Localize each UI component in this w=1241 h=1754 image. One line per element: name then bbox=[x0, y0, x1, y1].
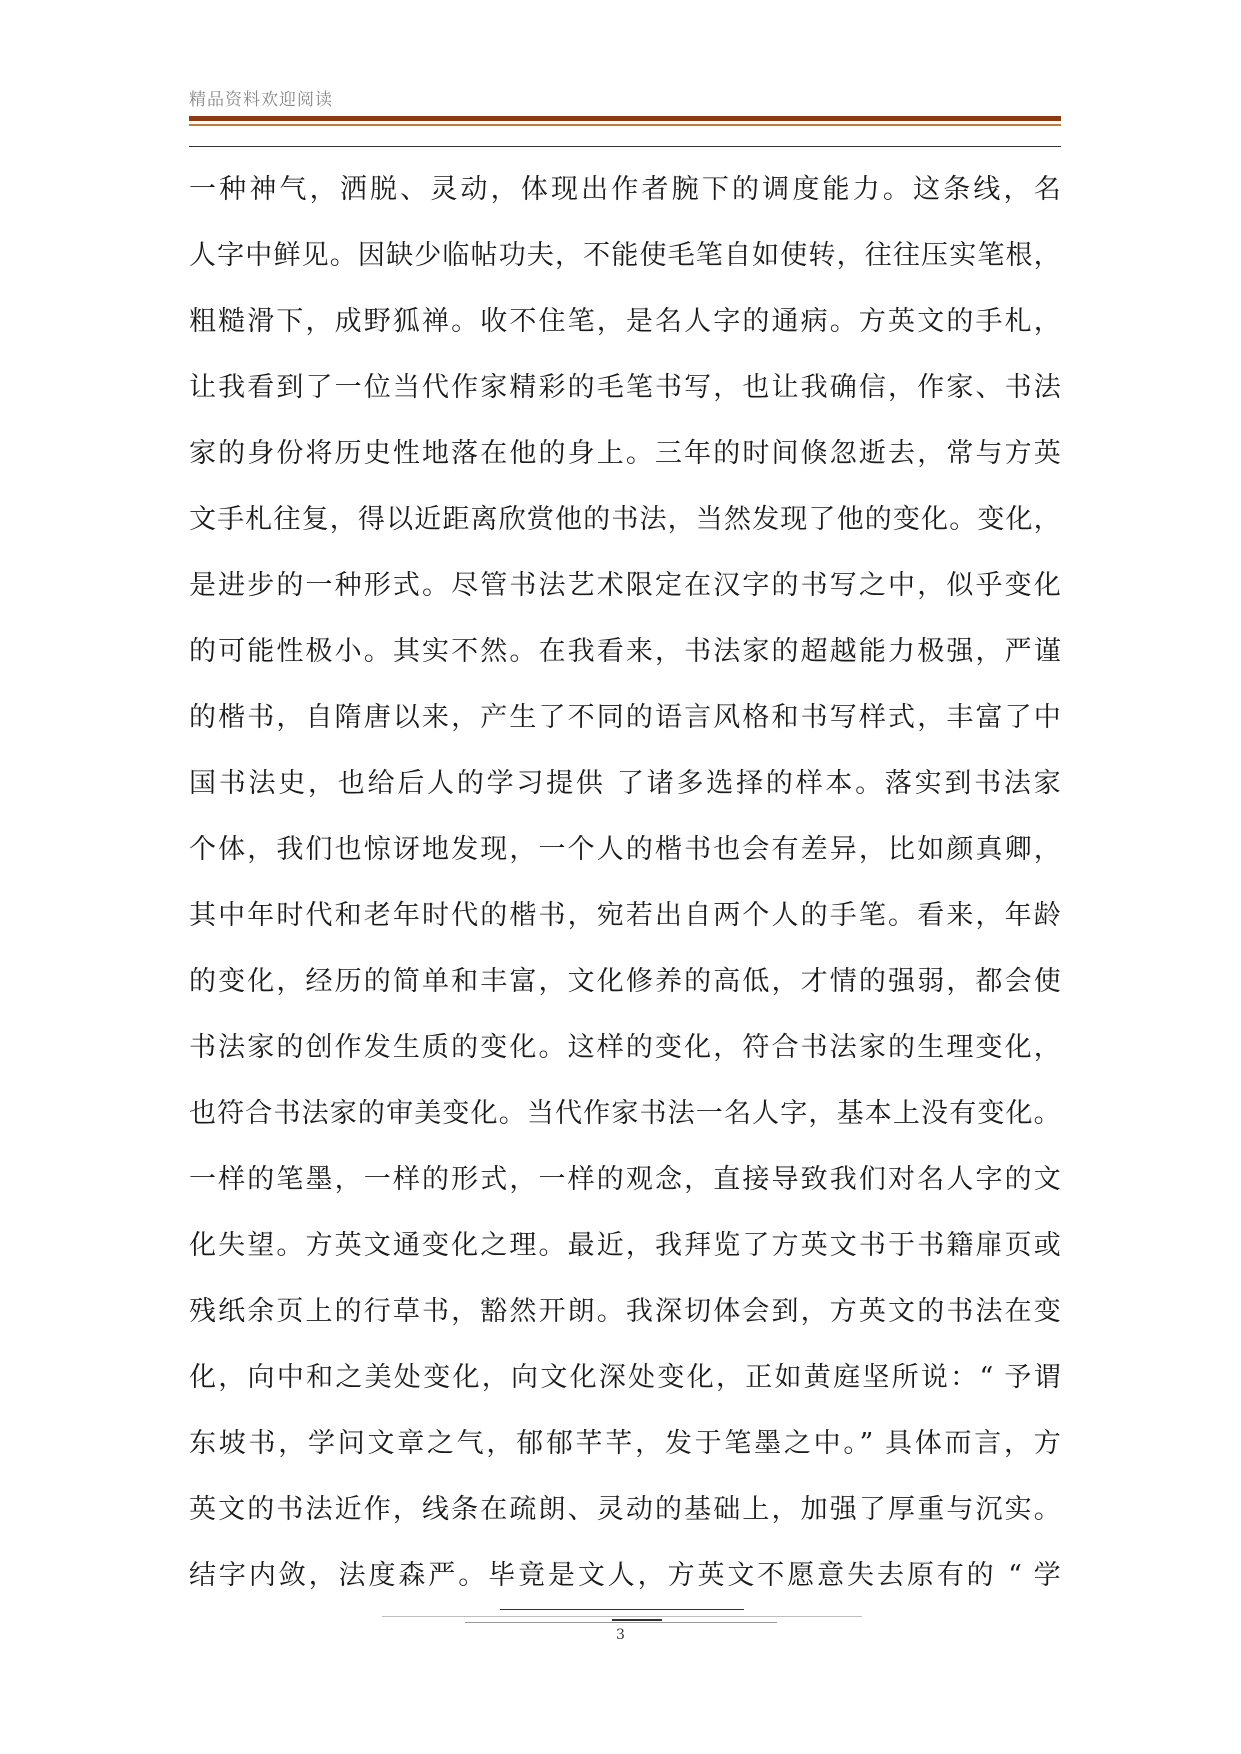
footer-rule-outer bbox=[382, 1616, 862, 1617]
header-rule-thin bbox=[189, 124, 1061, 126]
header-rule-thick bbox=[189, 116, 1061, 121]
page-number: 3 bbox=[616, 1627, 625, 1643]
body-line: 文手札往复，得以近距离欣赏他的书法，当然发现了他的变化。变化， bbox=[189, 504, 1061, 535]
body-line: 让我看到了一位当代作家精彩的毛笔书写，也让我确信，作家、书法 bbox=[189, 372, 1061, 403]
body-line: 也符合书法家的审美变化。当代作家书法一名人字，基本上没有变化。 bbox=[189, 1098, 1061, 1129]
body-line: 个体，我们也惊讶地发现，一个人的楷书也会有差异，比如颜真卿， bbox=[189, 834, 1061, 865]
header-label: 精品资料欢迎阅读 bbox=[189, 90, 333, 110]
footer-rule-low bbox=[465, 1622, 777, 1623]
body-line: 残纸余页上的行草书，豁然开朗。我深切体会到，方英文的书法在变 bbox=[189, 1296, 1061, 1327]
body-line: 的可能性极小。其实不然。在我看来，书法家的超越能力极强，严谨 bbox=[189, 636, 1061, 667]
body-line: 化，向中和之美处变化，向文化深处变化，正如黄庭坚所说：“ 予谓 bbox=[189, 1362, 1061, 1393]
body-line: 英文的书法近作，线条在疏朗、灵动的基础上，加强了厚重与沉实。 bbox=[189, 1494, 1061, 1525]
body-line: 化失望。方英文通变化之理。最近，我拜览了方英文书于书籍扉页或 bbox=[189, 1230, 1061, 1261]
body-line: 家的身份将历史性地落在他的身上。三年的时间倏忽逝去，常与方英 bbox=[189, 438, 1061, 469]
body-line: 粗糙滑下，成野狐禅。收不住笔，是名人字的通病。方英文的手札， bbox=[189, 306, 1061, 337]
body-line: 一样的笔墨，一样的形式，一样的观念，直接导致我们对名人字的文 bbox=[189, 1164, 1061, 1195]
body-line: 书法家的创作发生质的变化。这样的变化，符合书法家的生理变化， bbox=[189, 1032, 1061, 1063]
body-line: 人字中鲜见。因缺少临帖功夫，不能使毛笔自如使转，往往压实笔根， bbox=[189, 240, 1061, 271]
footer-rule-short bbox=[612, 1619, 662, 1621]
body-line: 是进步的一种形式。尽管书法艺术限定在汉字的书写之中，似乎变化 bbox=[189, 570, 1061, 601]
footer-rule-mid bbox=[500, 1609, 744, 1610]
body-text bbox=[189, 157, 1061, 1609]
body-line: 其中年时代和老年时代的楷书，宛若出自两个人的手笔。看来，年龄 bbox=[189, 900, 1061, 931]
header-rule-bottom bbox=[189, 146, 1061, 147]
body-line: 东坡书，学问文章之气，郁郁芊芊，发于笔墨之中。” 具体而言，方 bbox=[189, 1428, 1061, 1459]
body-line: 结字内敛，法度森严。毕竟是文人，方英文不愿意失去原有的 “ 学 bbox=[189, 1560, 1061, 1591]
body-line: 的楷书，自隋唐以来，产生了不同的语言风格和书写样式，丰富了中 bbox=[189, 702, 1061, 733]
body-line: 的变化，经历的简单和丰富，文化修养的高低，才情的强弱，都会使 bbox=[189, 966, 1061, 997]
body-line: 国书法史，也给后人的学习提供 了诸多选择的样本。落实到书法家 bbox=[189, 768, 1061, 799]
body-line: 一种神气，洒脱、灵动，体现出作者腕下的调度能力。这条线，名 bbox=[189, 174, 1061, 205]
